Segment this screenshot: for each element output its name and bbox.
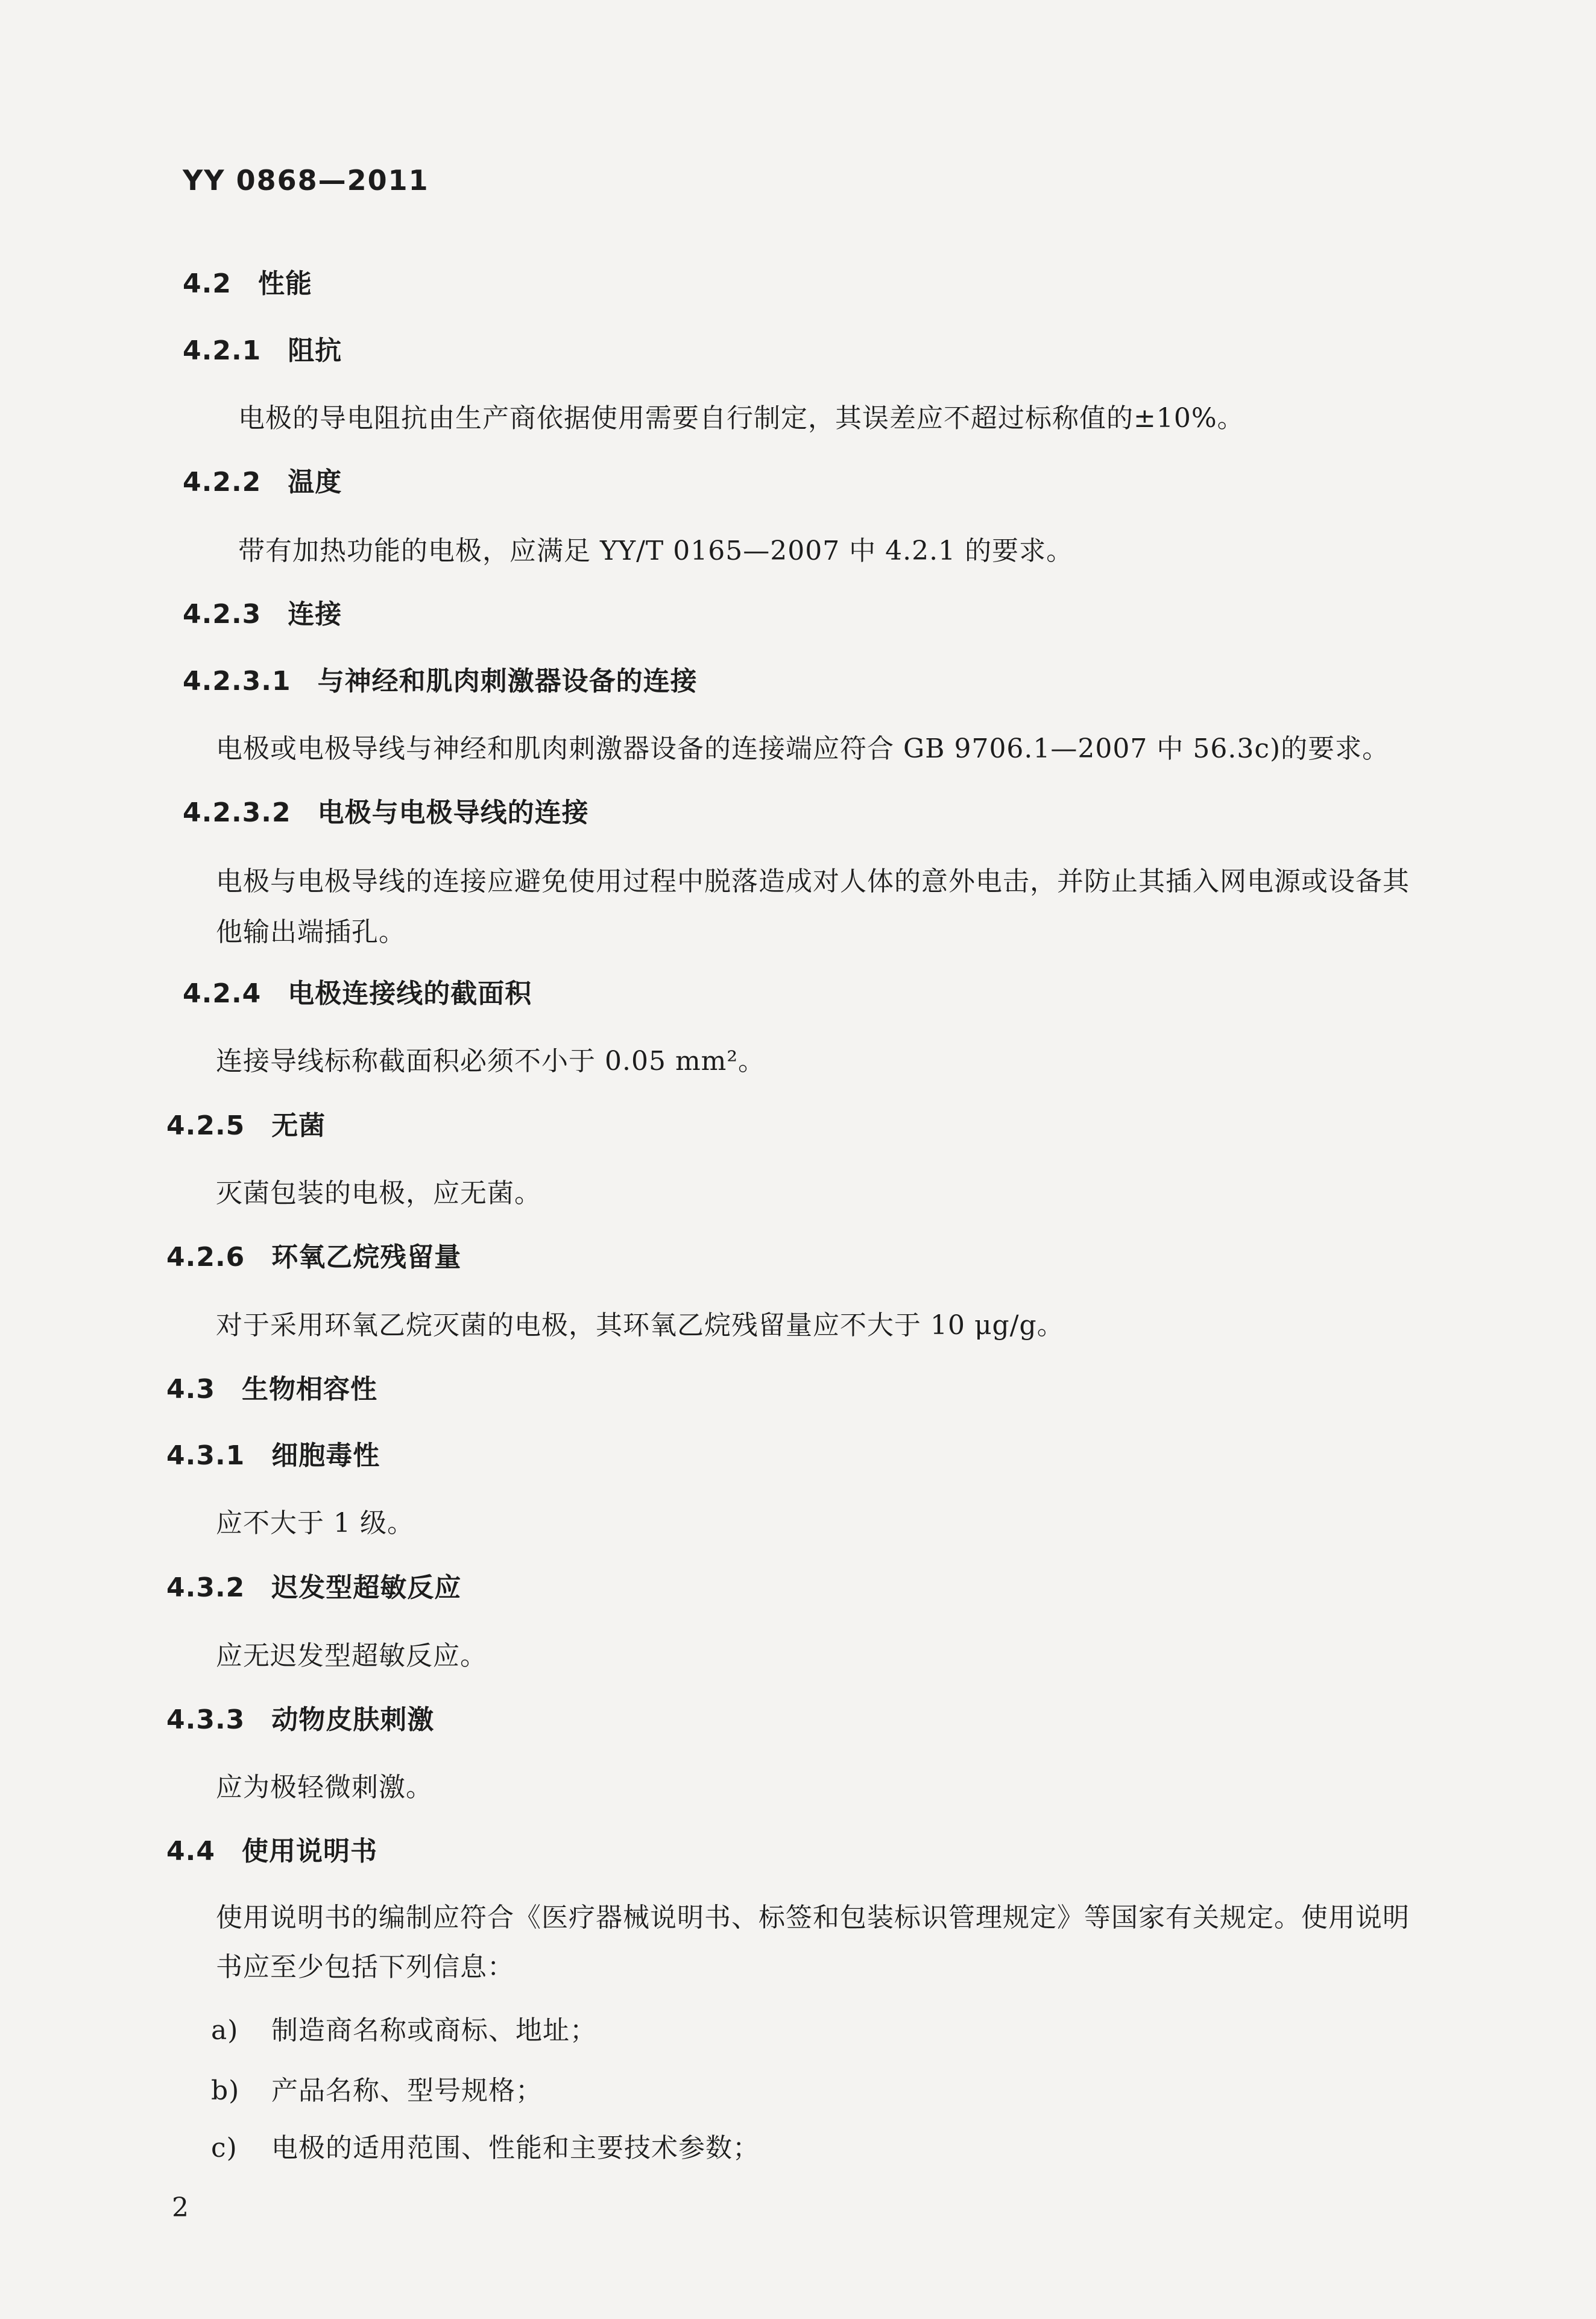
section-number: 4.2.3	[183, 599, 262, 630]
section-number: 4.2.2	[183, 467, 262, 498]
list-item-b	[211, 2069, 543, 2107]
section-number: 4.2.4	[183, 978, 262, 1009]
section-text-4-4: 使用说明书的编制应符合《医疗器械说明书、标签和包装标识管理规定》等国家有关规定。使用说明书应至少包括下列信息：	[216, 1902, 1410, 1982]
section-title: 迟发型超敏反应	[271, 1572, 462, 1603]
section-number: 4.2.6	[166, 1242, 245, 1273]
section-heading-4-3-3	[166, 1698, 434, 1736]
section-number: 4.2.3.2	[183, 797, 291, 828]
section-title: 无菌	[271, 1110, 326, 1141]
section-heading-4-2-6	[166, 1235, 461, 1274]
section-title: 阻抗	[288, 335, 342, 366]
section-number: 4.4	[166, 1836, 215, 1867]
section-text-4-2-3-1: 电极或电极导线与神经和肌肉刺激器设备的连接端应符合 GB 9706.1—2007 中 56.3c)的要求。	[216, 733, 1390, 764]
section-text-4-3-2: 应无迟发型超敏反应。	[216, 1640, 487, 1671]
section-number: 4.2.5	[166, 1110, 245, 1141]
section-number: 4.3	[166, 1374, 215, 1405]
section-heading-4-2-3-2	[183, 791, 589, 829]
section-heading-4-2-1	[183, 329, 342, 367]
section-title: 细胞毒性	[271, 1440, 380, 1471]
section-title: 温度	[288, 467, 342, 498]
section-number: 4.3.1	[166, 1440, 245, 1471]
list-marker: a)	[211, 2015, 239, 2046]
page-number: 2	[172, 2192, 189, 2223]
section-number: 4.2	[183, 268, 232, 299]
section-number: 4.3.2	[166, 1572, 245, 1603]
section-number: 4.2.3.1	[183, 666, 291, 697]
section-title: 连接	[288, 599, 342, 630]
section-heading-4-3	[166, 1367, 377, 1406]
section-text-4-2-2: 带有加热功能的电极，应满足 YY/T 0165—2007 中 4.2.1 的要求。	[238, 536, 1074, 566]
document-id-header: YY 0868—2011	[183, 164, 429, 197]
section-text-4-3-3: 应为极轻微刺激。	[216, 1772, 433, 1803]
section-heading-4-2	[183, 262, 312, 300]
section-title: 与神经和肌肉刺激器设备的连接	[317, 666, 698, 697]
section-title: 生物相容性	[241, 1374, 377, 1405]
section-heading-4-2-2	[183, 460, 342, 499]
section-title: 性能	[257, 268, 312, 299]
section-text-4-2-1: 电极的导电阻抗由生产商依据使用需要自行制定，其误差应不超过标称值的±10%。	[238, 403, 1244, 434]
section-heading-4-2-3	[183, 592, 342, 631]
section-heading-4-4	[166, 1829, 377, 1868]
section-title: 电极与电极导线的连接	[317, 797, 589, 828]
list-item-text: 电极的适用范围、性能和主要技术参数；	[271, 2133, 760, 2163]
section-text-4-2-3-2: 电极与电极导线的连接应避免使用过程中脱落造成对人体的意外电击，并防止其插入网电源或设备其他输出端插孔。	[216, 866, 1410, 948]
section-number: 4.3.3	[166, 1704, 245, 1735]
section-text-4-2-5: 灭菌包装的电极，应无菌。	[216, 1178, 541, 1209]
list-item-a	[211, 2008, 597, 2047]
section-title: 环氧乙烷残留量	[271, 1242, 462, 1273]
list-marker: c)	[211, 2133, 238, 2163]
section-title: 使用说明书	[241, 1836, 377, 1867]
section-title: 电极连接线的截面积	[288, 978, 532, 1009]
section-text-4-2-4: 连接导线标称截面积必须不小于 0.05 mm²。	[216, 1046, 766, 1077]
list-marker: b)	[211, 2075, 240, 2106]
list-item-text: 制造商名称或商标、地址；	[271, 2015, 597, 2046]
section-text-4-3-1: 应不大于 1 级。	[216, 1508, 414, 1539]
list-item-text: 产品名称、型号规格；	[271, 2075, 543, 2106]
section-heading-4-3-1	[166, 1434, 380, 1472]
section-number: 4.2.1	[183, 335, 262, 366]
section-heading-4-2-3-1	[183, 659, 698, 698]
section-heading-4-2-4	[183, 972, 532, 1010]
section-heading-4-2-5	[166, 1104, 326, 1142]
section-text-4-2-6: 对于采用环氧乙烷灭菌的电极，其环氧乙烷残留量应不大于 10 μg/g。	[216, 1310, 1064, 1341]
list-item-c	[211, 2126, 760, 2165]
section-title: 动物皮肤刺激	[271, 1704, 435, 1735]
section-heading-4-3-2	[166, 1566, 461, 1604]
